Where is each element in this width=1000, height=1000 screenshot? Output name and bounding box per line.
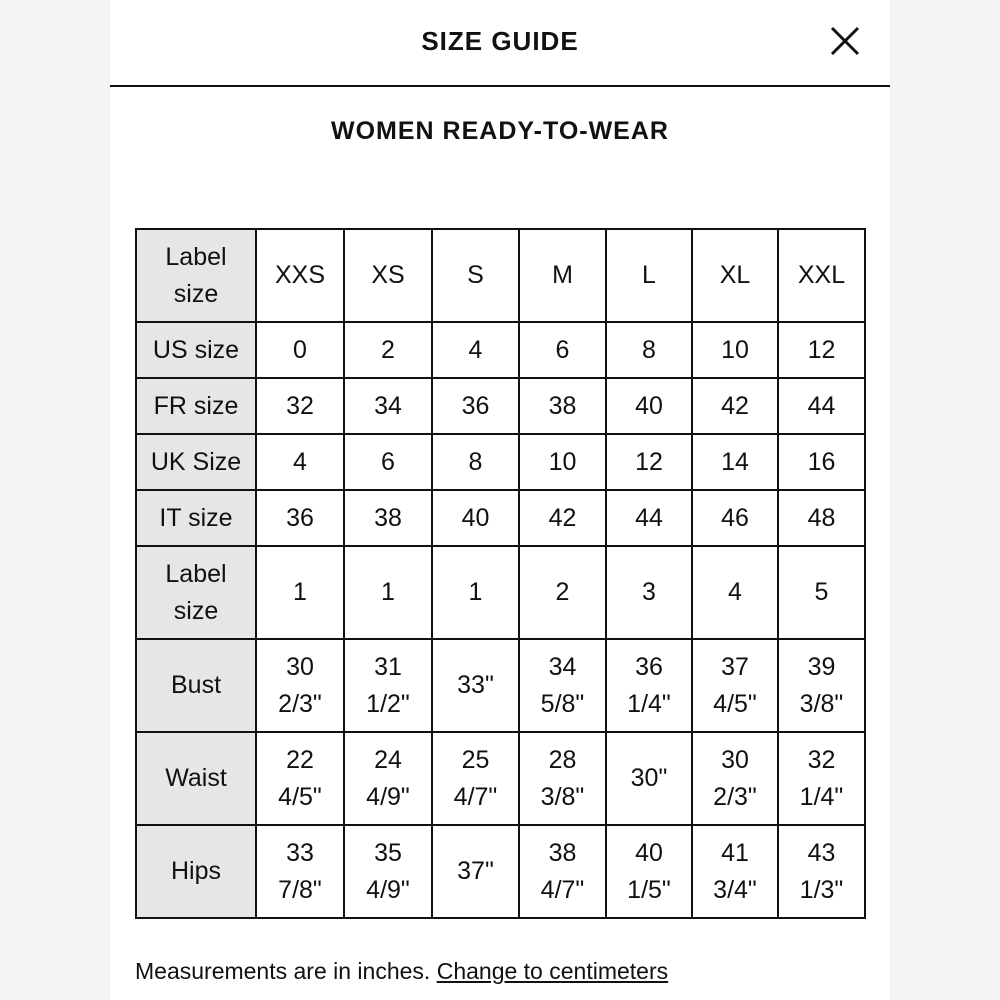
table-cell xyxy=(344,490,432,546)
table-cell xyxy=(692,546,778,639)
row-header-line: Label xyxy=(165,559,227,588)
table-cell xyxy=(519,546,606,639)
row-header-line: size xyxy=(173,596,219,625)
table-cell xyxy=(778,434,865,490)
table-cell xyxy=(344,378,432,434)
table-cell-line: 25 xyxy=(461,745,490,774)
table-cell xyxy=(778,378,865,434)
table-cell xyxy=(344,639,432,732)
table-cell xyxy=(606,322,692,378)
table-cell-line: 46 xyxy=(721,503,749,532)
table-cell-line: 3 xyxy=(642,578,656,606)
table-cell-line: 3/8" xyxy=(540,782,585,811)
measurement-note xyxy=(135,958,668,985)
row-header-waist xyxy=(136,732,256,825)
table-cell xyxy=(606,546,692,639)
table-cell xyxy=(692,732,778,825)
section-title: WOMEN READY-TO-WEAR xyxy=(331,117,669,145)
table-cell-line: 4/7" xyxy=(453,782,498,811)
table-cell-line: XXL xyxy=(797,261,846,289)
table-cell-line: 30 xyxy=(721,745,749,774)
table-cell-line: 1/4" xyxy=(627,689,671,718)
table-cell xyxy=(344,825,432,918)
table-row-hips xyxy=(136,825,865,918)
table-cell xyxy=(344,732,432,825)
table-row-fr-size xyxy=(136,378,865,434)
table-cell xyxy=(256,639,344,732)
table-cell-line: 2 xyxy=(381,335,395,364)
table-cell xyxy=(432,378,519,434)
table-cell-line: 48 xyxy=(807,503,836,532)
table-row-waist xyxy=(136,732,865,825)
table-cell-line: 16 xyxy=(807,447,836,476)
size-guide-panel xyxy=(110,0,890,1000)
table-cell xyxy=(432,546,519,639)
table-cell-line: 10 xyxy=(721,335,749,364)
table-row-label-size-number xyxy=(136,546,865,639)
table-cell-line: 24 xyxy=(374,745,402,774)
table-cell-line: 14 xyxy=(721,447,749,476)
table-cell xyxy=(432,639,519,732)
table-cell-line: 38 xyxy=(548,838,577,867)
table-cell-line: 33" xyxy=(457,671,494,699)
table-cell xyxy=(692,825,778,918)
table-cell-line: 32 xyxy=(286,391,314,420)
table-cell-line: 8 xyxy=(468,447,483,476)
table-cell-line: 36 xyxy=(461,391,490,420)
table-cell-line: 1 xyxy=(468,578,483,606)
table-cell-line: 44 xyxy=(807,391,836,420)
table-cell xyxy=(606,229,692,322)
size-table xyxy=(135,228,866,919)
table-cell xyxy=(256,546,344,639)
row-header-line: FR size xyxy=(153,391,239,420)
row-header-uk-size xyxy=(136,434,256,490)
table-cell-line: 22 xyxy=(286,745,314,774)
table-cell xyxy=(519,490,606,546)
table-cell xyxy=(778,825,865,918)
table-cell-line: 0 xyxy=(293,335,307,364)
change-to-centimeters-link[interactable]: Change to centimeters xyxy=(436,958,669,984)
table-cell xyxy=(344,322,432,378)
table-cell-line: 7/8" xyxy=(278,875,322,904)
table-cell-line: 41 xyxy=(721,838,749,867)
row-header-fr-size xyxy=(136,378,256,434)
table-cell-line: 4/9" xyxy=(366,875,410,904)
table-cell xyxy=(606,732,692,825)
table-cell-line: 40 xyxy=(461,503,490,532)
table-cell-line: 12 xyxy=(807,335,836,364)
table-cell-line: M xyxy=(552,261,573,289)
table-cell-line: 12 xyxy=(635,447,663,476)
table-cell-line: 4 xyxy=(728,578,742,606)
row-header-us-size xyxy=(136,322,256,378)
table-cell xyxy=(519,732,606,825)
row-header-line: IT size xyxy=(159,503,233,532)
table-cell-line: 40 xyxy=(635,838,663,867)
row-header-bust xyxy=(136,639,256,732)
table-cell xyxy=(606,639,692,732)
table-cell-line: 4/5" xyxy=(278,782,322,811)
table-row-bust xyxy=(136,639,865,732)
table-cell-line: S xyxy=(467,261,484,289)
table-cell xyxy=(256,378,344,434)
table-cell xyxy=(692,322,778,378)
table-cell-line: 40 xyxy=(635,391,663,420)
row-header-line: Bust xyxy=(170,671,222,699)
row-header-line: Hips xyxy=(170,857,221,885)
table-cell xyxy=(692,490,778,546)
row-header-line: UK Size xyxy=(150,447,242,476)
table-cell-line: 44 xyxy=(635,503,663,532)
row-header-line: Waist xyxy=(165,764,227,792)
table-cell xyxy=(344,229,432,322)
table-cell xyxy=(519,322,606,378)
table-cell-line: 1 xyxy=(293,578,307,606)
table-cell xyxy=(692,378,778,434)
table-cell xyxy=(519,378,606,434)
table-cell-line: 32 xyxy=(807,745,836,774)
table-cell-line: 31 xyxy=(374,652,402,681)
table-cell-line: 37 xyxy=(721,652,749,681)
table-cell xyxy=(778,490,865,546)
table-cell xyxy=(519,229,606,322)
table-cell-line: 34 xyxy=(374,391,402,420)
table-cell-line: 8 xyxy=(642,335,656,364)
table-cell xyxy=(778,229,865,322)
row-header-line: Label xyxy=(165,242,227,271)
table-cell-line: 2/3" xyxy=(713,782,757,811)
table-cell-line: 4/9" xyxy=(366,782,410,811)
table-cell xyxy=(778,546,865,639)
row-header-label-size-number xyxy=(136,546,256,639)
measurement-note-text: Measurements are in inches. xyxy=(135,958,431,984)
table-cell-line: 3/4" xyxy=(713,875,757,904)
table-cell xyxy=(256,490,344,546)
table-cell xyxy=(256,322,344,378)
table-cell-line: 39 xyxy=(807,652,836,681)
table-cell-line: XXS xyxy=(274,261,326,289)
table-cell xyxy=(519,434,606,490)
table-row-it-size xyxy=(136,490,865,546)
table-cell xyxy=(692,229,778,322)
row-header-label-size xyxy=(136,229,256,322)
table-cell xyxy=(692,639,778,732)
table-cell xyxy=(778,732,865,825)
table-cell xyxy=(519,639,606,732)
table-cell-line: 4/7" xyxy=(540,875,585,904)
table-cell-line: 34 xyxy=(548,652,577,681)
table-cell-line: 37" xyxy=(457,857,494,885)
table-cell xyxy=(432,229,519,322)
table-row-label-size xyxy=(136,229,865,322)
table-cell-line: 3/8" xyxy=(799,689,844,718)
table-cell-line: 38 xyxy=(548,391,577,420)
table-cell-line: XL xyxy=(719,261,751,289)
table-cell-line: 42 xyxy=(548,503,577,532)
table-cell xyxy=(432,732,519,825)
table-cell-line: 2/3" xyxy=(278,689,322,718)
table-cell xyxy=(256,434,344,490)
table-cell xyxy=(256,229,344,322)
table-cell-line: L xyxy=(642,261,656,289)
table-cell-line: 1 xyxy=(381,578,395,606)
row-header-line: US size xyxy=(152,335,240,364)
table-cell-line: 1/3" xyxy=(799,875,844,904)
table-cell-line: 10 xyxy=(548,447,577,476)
table-cell-line: 43 xyxy=(807,838,836,867)
size-guide-title: SIZE GUIDE xyxy=(421,26,579,56)
table-cell xyxy=(606,490,692,546)
table-cell-line: 30" xyxy=(630,764,668,792)
table-cell xyxy=(344,546,432,639)
table-cell xyxy=(432,490,519,546)
table-cell-line: 4 xyxy=(293,447,307,476)
table-cell xyxy=(606,378,692,434)
table-cell-line: 1/4" xyxy=(799,782,844,811)
table-cell-line: 38 xyxy=(374,503,402,532)
table-cell-line: XS xyxy=(371,261,405,289)
table-cell xyxy=(256,825,344,918)
row-header-hips xyxy=(136,825,256,918)
table-row-uk-size xyxy=(136,434,865,490)
table-cell-line: 33 xyxy=(286,838,314,867)
table-cell xyxy=(256,732,344,825)
table-cell-line: 35 xyxy=(374,838,402,867)
table-cell xyxy=(344,434,432,490)
table-cell xyxy=(606,825,692,918)
table-cell-line: 4/5" xyxy=(713,689,757,718)
close-icon xyxy=(828,24,862,58)
table-cell-line: 1/2" xyxy=(366,689,410,718)
table-row-us-size xyxy=(136,322,865,378)
table-cell xyxy=(519,825,606,918)
table-cell xyxy=(606,434,692,490)
table-cell-line: 30 xyxy=(286,652,314,681)
table-cell-line: 36 xyxy=(286,503,314,532)
table-cell-line: 6 xyxy=(381,447,395,476)
table-cell-line: 2 xyxy=(555,578,570,606)
table-cell xyxy=(432,825,519,918)
table-cell xyxy=(778,639,865,732)
table-cell xyxy=(692,434,778,490)
table-cell-line: 36 xyxy=(635,652,663,681)
table-cell xyxy=(432,322,519,378)
table-cell-line: 5 xyxy=(814,578,829,606)
table-cell xyxy=(432,434,519,490)
table-cell-line: 28 xyxy=(548,745,577,774)
close-button[interactable] xyxy=(828,24,862,58)
table-cell-line: 4 xyxy=(468,335,483,364)
size-guide-header xyxy=(110,0,890,87)
row-header-it-size xyxy=(136,490,256,546)
table-cell-line: 5/8" xyxy=(540,689,585,718)
table-cell-line: 1/5" xyxy=(627,875,671,904)
row-header-line: size xyxy=(173,279,219,308)
table-cell-line: 42 xyxy=(721,391,749,420)
table-cell-line: 6 xyxy=(555,335,570,364)
table-cell xyxy=(778,322,865,378)
